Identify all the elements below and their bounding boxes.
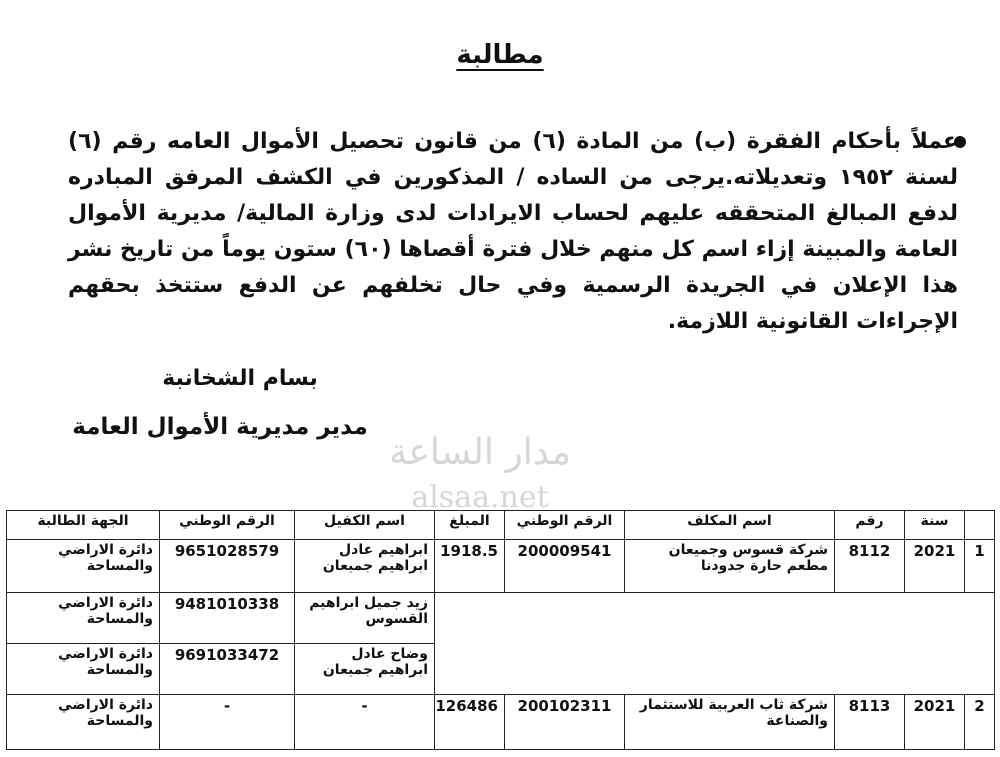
- watermark-arabic: مدار الساعة: [389, 432, 571, 473]
- header-guarantor-id: الرقم الوطني: [160, 511, 295, 540]
- cell-amount: 126486: [435, 695, 505, 750]
- cell-guarantor-id: 9651028579: [160, 540, 295, 593]
- cell-year: 2021: [905, 540, 965, 593]
- header-amount: المبلغ: [435, 511, 505, 540]
- cell-claimant: دائرة الاراضي والمساحة: [7, 593, 160, 644]
- header-year: سنة: [905, 511, 965, 540]
- signatory-name: بسام الشخانبة: [162, 366, 318, 391]
- cell-number: 8112: [835, 540, 905, 593]
- cell-index: 1: [965, 540, 995, 593]
- claims-table: [6, 510, 995, 750]
- cell-guarantor: وضاح عادل ابراهيم جميعان: [295, 644, 435, 695]
- header-claimant: الجهة الطالبة: [7, 511, 160, 540]
- cell-empty-merged: [435, 593, 995, 695]
- cell-index: 2: [965, 695, 995, 750]
- header-number: رقم: [835, 511, 905, 540]
- cell-guarantor-id: 9691033472: [160, 644, 295, 695]
- cell-guarantor: ابراهيم عادل ابراهيم جميعان: [295, 540, 435, 593]
- table-header-row: [7, 511, 995, 540]
- document-title: [0, 40, 1000, 70]
- watermark-latin: alsaa.net: [411, 480, 549, 515]
- cell-number: 8113: [835, 695, 905, 750]
- document-title-text: مطالبة: [456, 40, 544, 70]
- cell-amount: 1918.5: [435, 540, 505, 593]
- cell-claimant: دائرة الاراضي والمساحة: [7, 644, 160, 695]
- signatory-role: مدير مديرية الأموال العامة: [72, 414, 368, 440]
- header-guarantor: اسم الكفيل: [295, 511, 435, 540]
- cell-guarantor: زيد جميل ابراهيم القسوس: [295, 593, 435, 644]
- table-row: [7, 695, 995, 750]
- cell-taxpayer: شركة قسوس وجميعان مطعم حارة جدودنا: [625, 540, 835, 593]
- cell-year: 2021: [905, 695, 965, 750]
- cell-claimant: دائرة الاراضي والمساحة: [7, 695, 160, 750]
- cell-claimant: دائرة الاراضي والمساحة: [7, 540, 160, 593]
- header-taxpayer: اسم المكلف: [625, 511, 835, 540]
- table-row: [7, 540, 995, 593]
- header-national-id: الرقم الوطني: [505, 511, 625, 540]
- cell-guarantor-id: -: [160, 695, 295, 750]
- cell-guarantor-id: 9481010338: [160, 593, 295, 644]
- cell-national-id: 200102311: [505, 695, 625, 750]
- cell-national-id: 200009541: [505, 540, 625, 593]
- table-row: [7, 593, 995, 644]
- notice-paragraph: عملاً بأحكام الفقرة (ب) من المادة (٦) من قانون تحصيل الأموال العامه رقم (٦) لسنة ١٩٥٢ وتعديلاته.يرجى من الساده / المذكورين في الكشف المرفق المبادره لدفع المبالغ المتحققه عليهم لحساب الايرادات لدى وزارة المالية/ مديرية الأموال العامة والمبينة إزاء اسم كل منهم خلال فترة أقصاها (٦٠) ستون يوماً من تاريخ نشر هذا الإعلان في الجريدة الرسمية وفي حال تخلفهم عن الدفع ستتخذ بحقهم الإجراءات القانونية اللازمة.: [68, 129, 959, 334]
- header-index: [965, 511, 995, 540]
- cell-taxpayer: شركة ثاب العربية للاستثمار والصناعة: [625, 695, 835, 750]
- cell-guarantor: -: [295, 695, 435, 750]
